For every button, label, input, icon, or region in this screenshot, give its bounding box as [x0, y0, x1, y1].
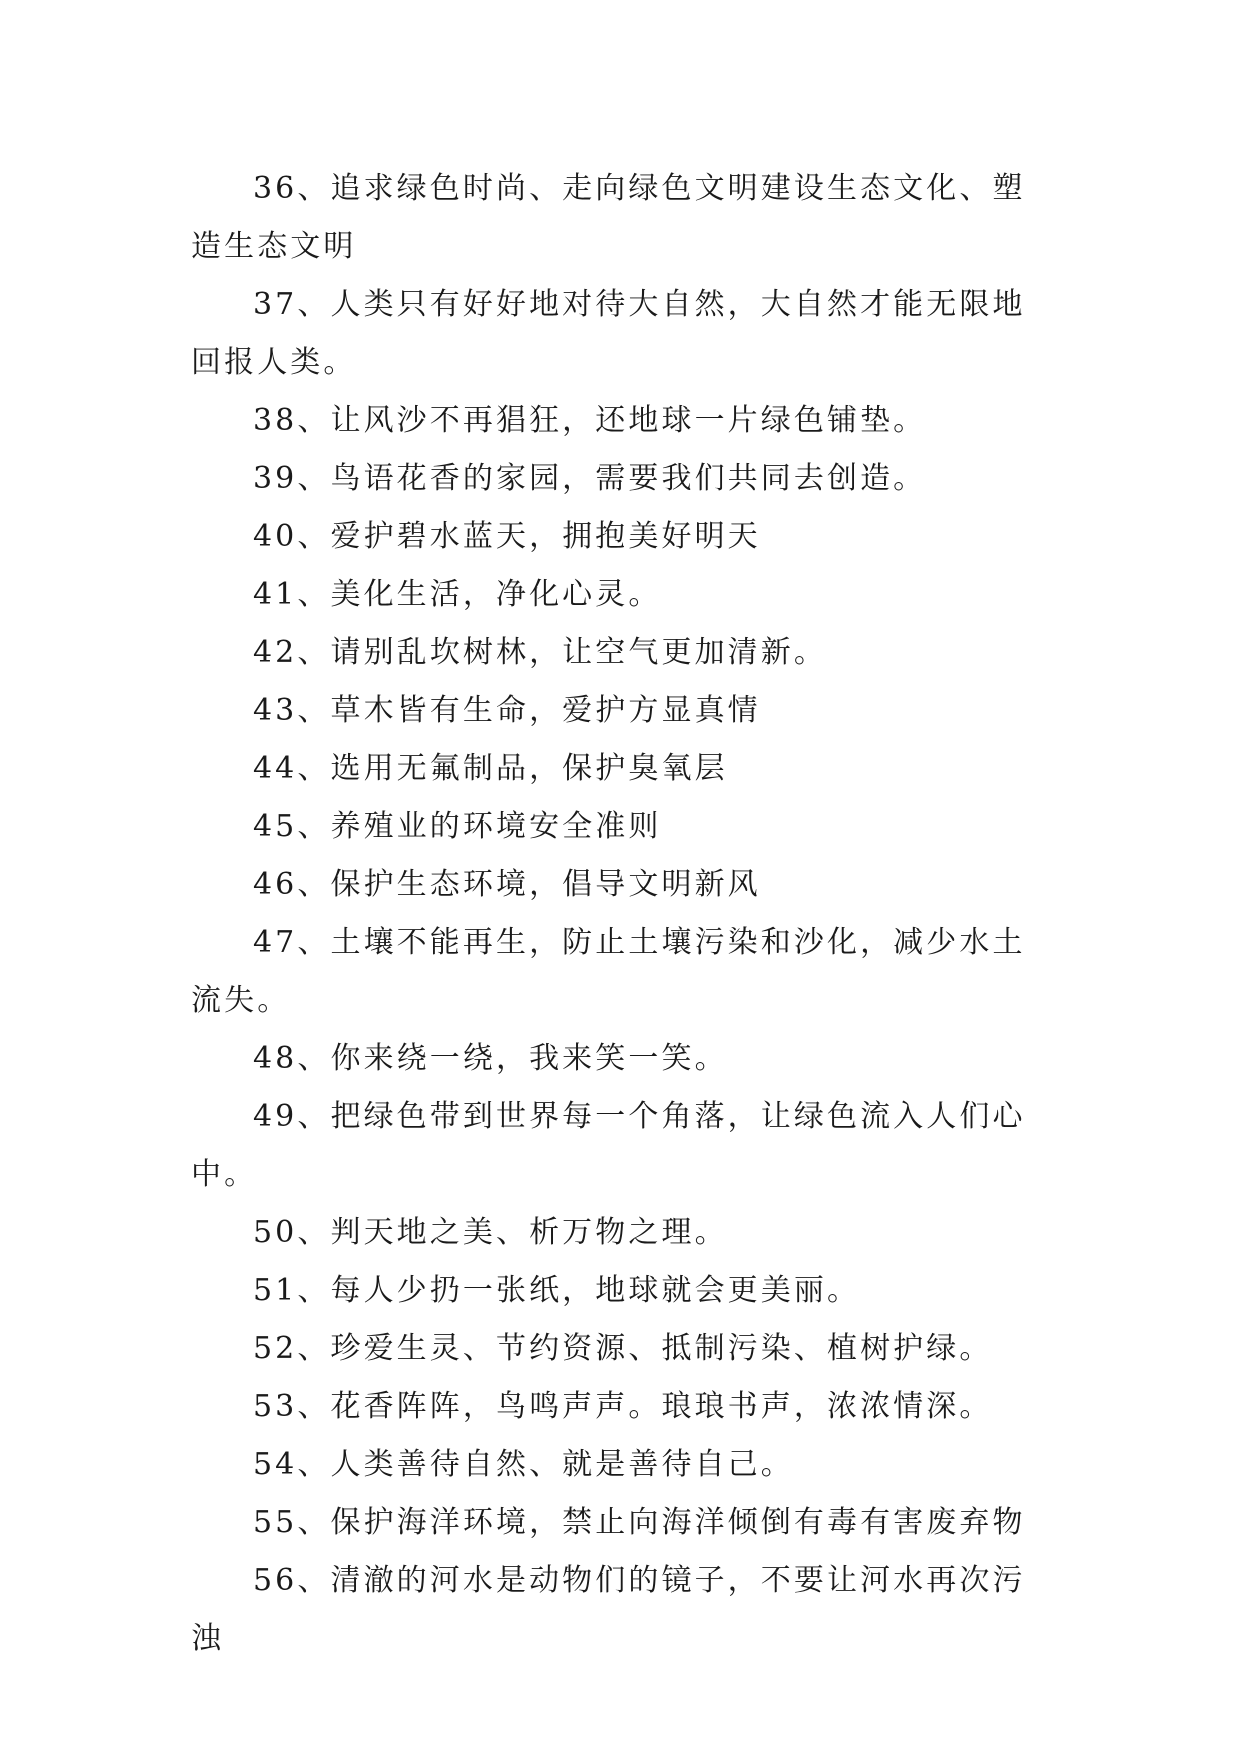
paragraph-37: 37、人类只有好好地对待大自然，大自然才能无限地回报人类。	[191, 287, 1026, 380]
paragraph-55: 55、保护海洋环境，禁止向海洋倾倒有毒有害废弃物	[253, 1505, 1026, 1540]
paragraph-44: 44、选用无氟制品，保护臭氧层	[253, 751, 728, 786]
paragraph-40: 40、爱护碧水蓝天，拥抱美好明天	[253, 519, 761, 554]
paragraph-46: 46、保护生态环境，倡导文明新风	[253, 867, 761, 902]
paragraph-51: 51、每人少扔一张纸，地球就会更美丽。	[253, 1273, 861, 1308]
paragraph-56: 56、清澈的河水是动物们的镜子，不要让河水再次污浊	[191, 1563, 1026, 1656]
paragraph-47: 47、土壤不能再生，防止土壤污染和沙化，减少水土流失。	[191, 925, 1026, 1018]
paragraph-38: 38、让风沙不再猖狂，还地球一片绿色铺垫。	[253, 403, 927, 438]
paragraph-42: 42、请别乱坎树林，让空气更加清新。	[253, 635, 827, 670]
paragraph-39: 39、鸟语花香的家园，需要我们共同去创造。	[253, 461, 927, 496]
paragraph-52: 52、珍爱生灵、节约资源、抵制污染、植树护绿。	[253, 1331, 993, 1366]
paragraph-49: 49、把绿色带到世界每一个角落，让绿色流入人们心中。	[191, 1099, 1026, 1192]
paragraph-53: 53、花香阵阵，鸟鸣声声。琅琅书声，浓浓情深。	[253, 1389, 993, 1424]
paragraph-41: 41、美化生活，净化心灵。	[253, 577, 662, 612]
document-body	[191, 160, 1051, 1668]
paragraph-36: 36、追求绿色时尚、走向绿色文明建设生态文化、塑造生态文明	[191, 171, 1026, 264]
paragraph-54: 54、人类善待自然、就是善待自己。	[253, 1447, 794, 1482]
paragraph-48: 48、你来绕一绕，我来笑一笑。	[253, 1041, 728, 1076]
paragraph-43: 43、草木皆有生命，爱护方显真情	[253, 693, 761, 728]
paragraph-50: 50、判天地之美、析万物之理。	[253, 1215, 728, 1250]
paragraph-45: 45、养殖业的环境安全准则	[253, 809, 662, 844]
